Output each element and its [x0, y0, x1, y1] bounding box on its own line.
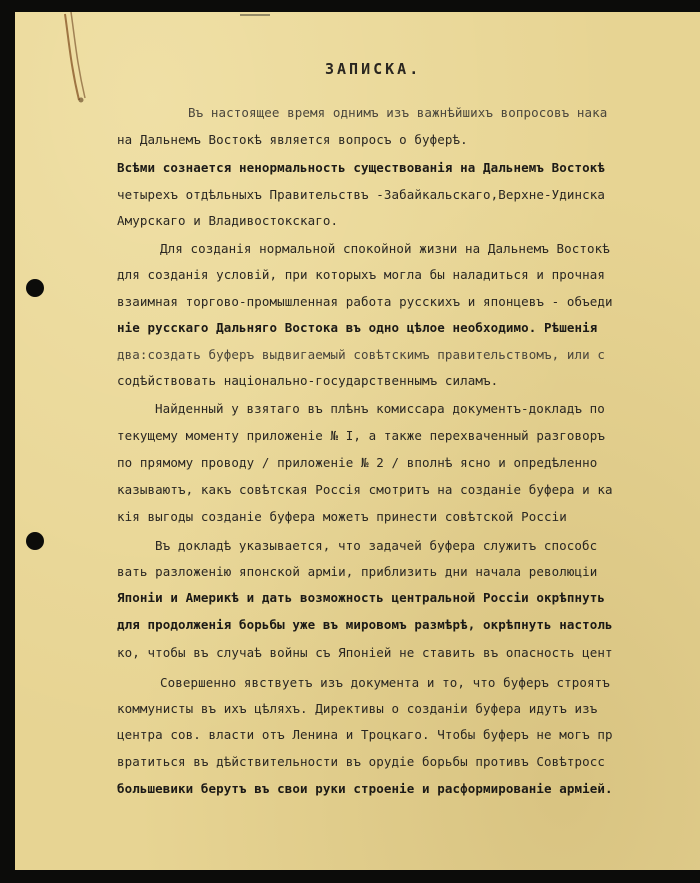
text-line: содѣйствовать національно-государственнымъ силамъ. — [117, 373, 499, 388]
text-line: на Дальнемъ Востокѣ является вопросъ о буферѣ. — [117, 132, 468, 147]
text-line: кія выгоды созданіе буфера можетъ принести совѣтской Россіи — [117, 509, 567, 524]
text-line: Для созданія нормальной спокойной жизни на Дальнемъ Востокѣ — [160, 241, 610, 256]
text-line: по прямому проводу / приложеніе № 2 / вполнѣ ясно и опредѣленно — [117, 455, 598, 470]
text-line: текущему моменту приложеніе № I, а также перехваченный разговоръ — [117, 428, 606, 443]
text-line: казываютъ, какъ совѣтская Россія смотритъ на созданіе буфера и ка — [117, 482, 613, 497]
text-line: два:создать буферъ выдвигаемый совѣтскимъ правительствомъ, или с — [117, 347, 606, 362]
text-line: Найденный у взятаго въ плѣнъ комиссара документъ-докладъ по — [155, 401, 605, 416]
typed-text-body — [15, 12, 700, 870]
text-line: Въ настоящее время однимъ изъ важнѣйшихъ вопросовъ нака — [188, 105, 608, 120]
text-line: Амурскаго и Владивостокскаго. — [117, 213, 339, 228]
text-line: ко, чтобы въ случаѣ войны съ Японіей не ставить въ опасность цент — [117, 645, 613, 660]
text-line: большевики берутъ въ свои руки строеніе и расформированіе арміей. — [117, 781, 613, 796]
text-line: для продолженія борьбы уже въ мировомъ размѣрѣ, окрѣпнуть настоль — [117, 617, 613, 632]
document-title: ЗАПИСКА. — [325, 60, 422, 78]
text-line: взаимная торгово-промышленная работа русскихъ и японцевъ - объеди — [117, 294, 613, 309]
paper-sheet — [15, 12, 700, 870]
text-line: Совершенно явствуетъ изъ документа и то, что буферъ строятъ — [160, 675, 610, 690]
text-line: Всѣми сознается ненормальность существованія на Дальнемъ Востокѣ — [117, 160, 606, 175]
text-line: для созданія условій, при которыхъ могла бы наладиться и прочная — [117, 267, 606, 282]
text-line: коммунисты въ ихъ цѣляхъ. Директивы о созданіи буфера идутъ изъ — [117, 701, 598, 716]
text-line: ніе русскаго Дальняго Востока въ одно цѣлое необходимо. Рѣшенія — [117, 320, 598, 335]
text-line: вать разложенію японской арміи, приблизить дни начала революціи — [117, 564, 598, 579]
text-line: вратиться въ дѣйствительности въ орудіе борьбы противъ Совѣтросс — [117, 754, 606, 769]
text-line: Въ докладѣ указывается, что задачей буфера служитъ способс — [155, 538, 598, 553]
text-line: четырехъ отдѣльныхъ Правительствъ -Забайкальскаго,Верхне-Удинска — [117, 187, 606, 202]
text-line: Японіи и Америкѣ и дать возможность центральной Россіи окрѣпнуть — [117, 590, 606, 605]
text-line: центра сов. власти отъ Ленина и Троцкаго. Чтобы буферъ не могъ пр — [117, 727, 613, 742]
